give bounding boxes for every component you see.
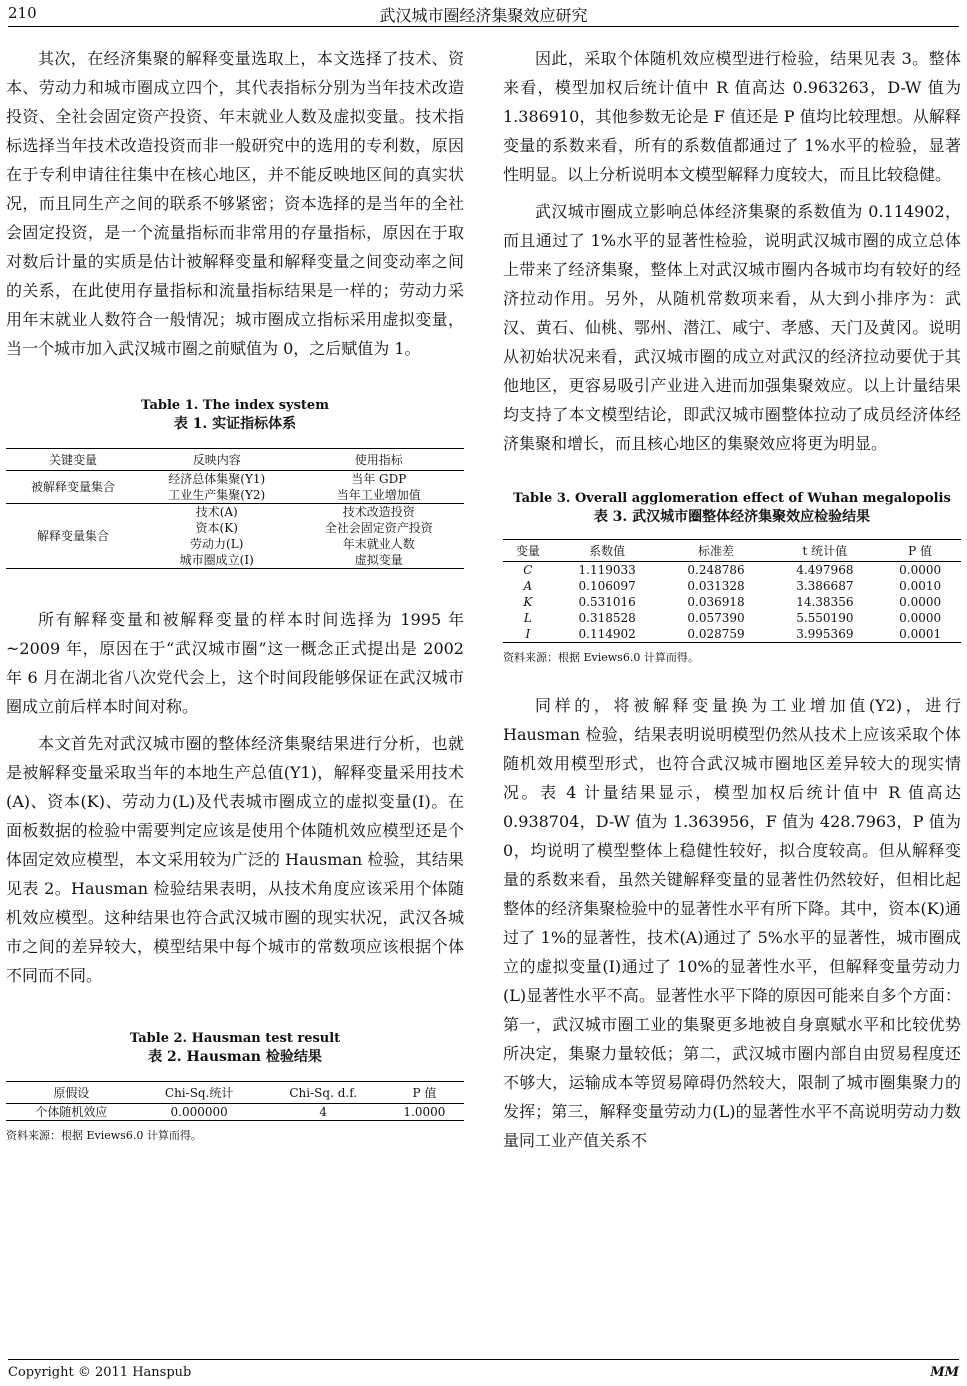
table-cell: C — [523, 563, 533, 577]
table-header: t 统计值 — [770, 540, 879, 562]
table-cell: 4.497968 — [796, 563, 854, 577]
page-footer — [8, 1359, 959, 1384]
table-cell: 资本(K) — [195, 521, 238, 535]
group-label: 解释变量集合 — [6, 504, 140, 569]
table-row — [6, 471, 464, 488]
table-row — [503, 610, 961, 626]
table-row — [6, 1104, 464, 1121]
table-cell: 当年 GDP — [351, 472, 407, 486]
table-cell: 0.031328 — [687, 579, 745, 593]
table-3 — [503, 490, 961, 665]
table-row — [503, 626, 961, 643]
table-header: 系数值 — [553, 540, 662, 562]
table-cell: 城市圈成立(I) — [140, 552, 294, 569]
table-cell: 1.119033 — [578, 563, 636, 577]
table-cell: 0.000000 — [137, 1104, 262, 1121]
table-header: 原假设 — [6, 1082, 137, 1104]
table-header: Chi-Sq. d.f. — [262, 1082, 385, 1104]
table-cell: 0.106097 — [578, 579, 636, 593]
table-source-note: 资料来源：根据 Eviews6.0 计算而得。 — [6, 1129, 202, 1142]
table-cell: 3.995369 — [770, 626, 879, 643]
table-header: 标准差 — [662, 540, 771, 562]
table-cell: 0.028759 — [662, 626, 771, 643]
table-cell: 技术改造投资 — [342, 505, 415, 519]
table-cell: 0.0001 — [879, 626, 961, 643]
table-header: 变量 — [503, 540, 553, 562]
paragraph: 武汉城市圈成立影响总体经济集聚的系数值为 0.114902，而且通过了 1%水平的显著性检验，说明武汉城市圈的成立总体上带来了经济集聚，整体上对武汉城市圈内各城市均有较好的经济拉动作用。另外，从随机常数项来看，从大到小排序为：武汉、黄石、仙桃、鄂州、潜江、咸宁、孝感、天门及黄冈。说明从初始状况来看，武汉城市圈的成立对武汉的经济拉动要优于其他地区，更容易吸引产业进入进而加强集聚效应。以上计量结果均支持了本文模型结论，即武汉城市圈整体拉动了成员经济体经济集聚和增长，而且核心地区的集聚效应将更为明显。 — [503, 202, 961, 453]
table-cell: L — [523, 611, 532, 625]
table-cell: 3.386687 — [796, 579, 854, 593]
running-title: 武汉城市圈经济集聚效应研究 — [379, 6, 588, 25]
table-cell: 0.114902 — [553, 626, 662, 643]
table-header: Chi-Sq.统计 — [137, 1082, 262, 1104]
table-cell: 1.0000 — [385, 1104, 464, 1121]
table-cell: 工业生产集聚(Y2) — [140, 487, 294, 504]
table-cell: 0.0010 — [899, 579, 942, 593]
group-label: 被解释变量集合 — [6, 471, 140, 504]
hausman-table — [6, 1081, 464, 1121]
table-cell: 虚拟变量 — [294, 552, 464, 569]
copyright: Copyright © 2011 Hanspub — [8, 1365, 192, 1380]
table-cell: 0.531016 — [578, 595, 636, 609]
paragraph: 其次，在经济集聚的解释变量选取上，本文选择了技术、资本、劳动力和城市圈成立四个，其代表指标分别为当年技术改造投资、全社会固定资产投资、年末就业人数及虚拟变量。技术指标选择当年技术改造投资而非一般研究中的选用的专利数，原因在于专利申请往往集中在核心地区，并不能反映地区间的真实状况，而且同生产之间的联系不够紧密；资本选择的是当年的全社会固定投资，是一个流量指标而非常用的存量指标，原因在于取对数后计量的实质是估计被解释变量和解释变量之间变动率之间的关系，在此使用存量指标和流量指标结果是一样的；劳动力采用年末就业人数符合一般情况；城市圈成立指标采用虚拟变量，当一个城市加入武汉城市圈之前赋值为 0，之后赋值为 1。 — [6, 49, 464, 358]
table-cell: 年末就业人数 — [342, 537, 415, 551]
table-caption-en: Table 2. Hausman test result — [129, 1031, 341, 1046]
table-cell: 14.38356 — [796, 595, 854, 609]
table-header: 关键变量 — [6, 449, 140, 471]
paragraph: 本文首先对武汉城市圈的整体经济集聚结果进行分析，也就是被解释变量采取当年的本地生产总值(Y1)，解释变量采用技术(A)、资本(K)、劳动力(L)及代表城市圈成立的虚拟变量(I)。在面板数据的检验中需要判定应该是使用个体随机效应模型还是个体固定效应模型，本文采用较为广泛的 Hausman 检验，其结果见表 2。Hausman 检验结果表明，从技术角度应该采用个体随机效应模型。这种结果也符合武汉城市圈的现实状况，武汉各城市之间的差异较大，模型结果中每个城市的常数项应该根据个体不同而不同。 — [6, 734, 464, 985]
table-cell: 0.0000 — [899, 611, 942, 625]
agglomeration-table — [503, 539, 961, 643]
table-cell: 劳动力(L) — [190, 537, 244, 551]
page-number: 210 — [8, 4, 37, 22]
paragraph: 同样的，将被解释变量换为工业增加值(Y2)，进行 Hausman 检验，结果表明说明模型仍然从技术上应该采取个体随机效用模型形式，也符合武汉城市圈地区差异较大的现实情况。表 4 计量结果显示，模型加权后统计值中 R 值高达 0.938704，D-W 值为 1.363956，F 值为 428.7963，P 值为 0，均说明了模型整体上稳健性较好，拟合度较高。但从解释变量的系数来看，虽然关键解释变量的显著性仍然较好，但相比起整体的经济集聚检验中的显著性水平有所下降。其中，资本(K)通过了 1%的显著性，技术(A)通过了 5%水平的显著性，城市圈成立的虚拟变量(I)通过了 10%的显著性水平，但解释变量劳动力(L)显著性水平不高。显著性水平下降的原因可能来自多个方面：第一，武汉城市圈工业的集聚更多地被自身禀赋水平和比较优势所决定，集聚力量较低；第二，武汉城市圈内部自由贸易程度还不够大，运输成本等贸易障碍仍然较大，限制了城市圈集聚力的发挥；第三，解释变量劳动力(L)的显著性水平不高说明劳动力数量同工业产值关系不 — [503, 696, 961, 1150]
table-cell: 当年工业增加值 — [294, 487, 464, 504]
table-cell: 0.318528 — [578, 611, 636, 625]
table-cell: 0.0000 — [899, 595, 942, 609]
table-header: P 值 — [385, 1082, 464, 1104]
table-caption-en: Table 1. The index system — [141, 398, 329, 413]
table-cell: 技术(A) — [195, 505, 238, 519]
table-row — [6, 504, 464, 521]
journal-abbrev: MM — [930, 1365, 959, 1380]
table-cell: I — [503, 626, 553, 643]
table-cell: 0.057390 — [687, 611, 745, 625]
table-cell: 5.550190 — [796, 611, 854, 625]
table-row — [503, 562, 961, 579]
table-1 — [6, 397, 464, 569]
table-row — [503, 594, 961, 610]
table-caption-cn: 表 3. 武汉城市圈整体经济集聚效应检验结果 — [593, 509, 871, 525]
table-header: 使用指标 — [294, 449, 464, 471]
table-source-note: 资料来源：根据 Eviews6.0 计算而得。 — [503, 651, 699, 664]
table-header: P 值 — [879, 540, 961, 562]
table-cell: 0.248786 — [687, 563, 745, 577]
table-cell: 0.0000 — [899, 563, 942, 577]
paragraph: 所有解释变量和被解释变量的样本时间选择为 1995 年~2009 年，原因在于“武汉城市圈”这一概念正式提出是 2002 年 6 月在湖北省八次党代会上，这个时间段能够保证在武汉城市圈成立前后样本时间对称。 — [6, 610, 464, 716]
paragraph: 因此，采取个体随机效应模型进行检验，结果见表 3。整体来看，模型加权后统计值中 R 值高达 0.963263，D-W 值为 1.386910，其他参数无论是 F 值还是 P 值均比较理想。从解释变量的系数来看，所有的系数值都通过了 1%水平的检验，显著性明显。以上分析说明本文模型解释力度较大，而且比较稳健。 — [503, 49, 961, 184]
table-cell: 经济总体集聚(Y1) — [168, 472, 266, 486]
table-cell: K — [523, 595, 533, 609]
table-cell: 4 — [262, 1104, 385, 1121]
page-header — [8, 0, 959, 27]
table-caption-en: Table 3. Overall agglomeration effect of Wuhan megalopolis — [513, 491, 951, 506]
table-caption-cn: 表 1. 实证指标体系 — [173, 416, 297, 432]
table-row — [503, 578, 961, 594]
table-caption-cn: 表 2. Hausman 检验结果 — [148, 1049, 322, 1065]
table-cell: 0.036918 — [687, 595, 745, 609]
table-cell: A — [523, 579, 533, 593]
table-cell: 个体随机效应 — [6, 1104, 137, 1121]
right-column — [503, 44, 961, 1155]
table-2 — [6, 1030, 464, 1143]
index-system-table — [6, 448, 464, 569]
table-header: 反映内容 — [140, 449, 294, 471]
table-cell: 全社会固定资产投资 — [324, 521, 433, 535]
left-column — [6, 44, 464, 1143]
